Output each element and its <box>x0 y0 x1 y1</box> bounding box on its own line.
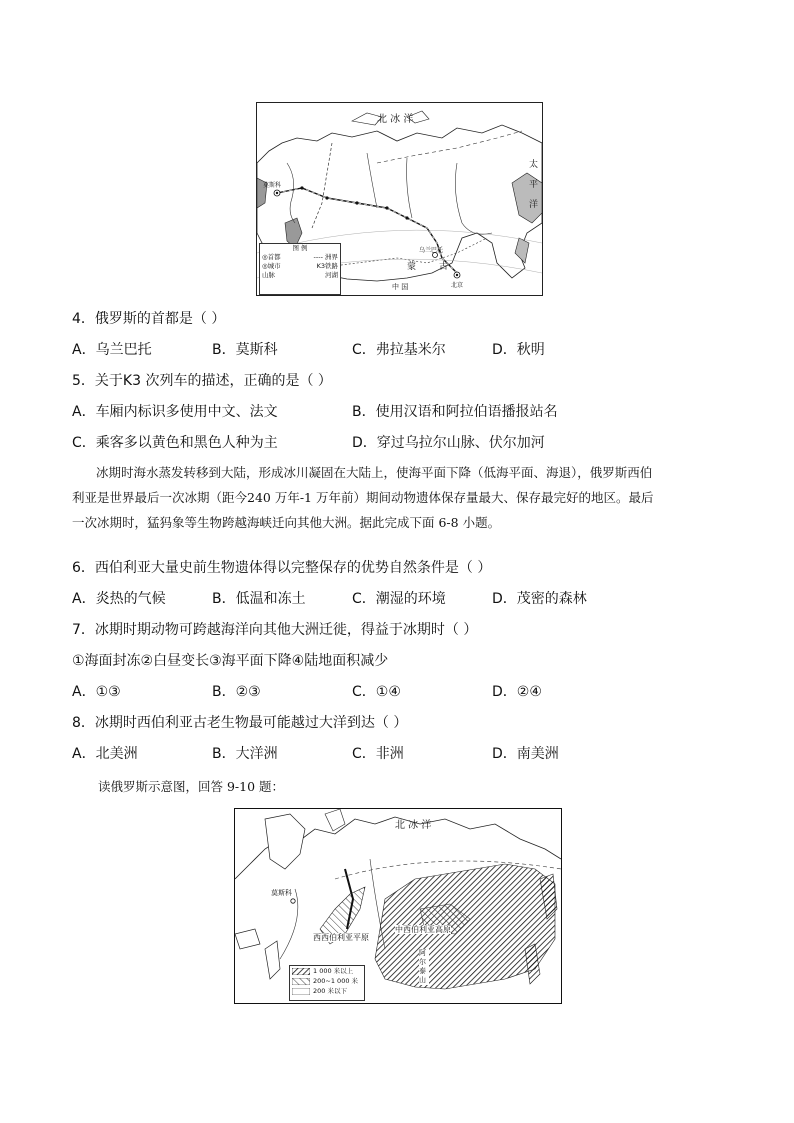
question-8-option-c[interactable]: C．非洲 <box>352 746 404 762</box>
question-5-option-b[interactable]: B．使用汉语和阿拉伯语播报站名 <box>352 404 558 420</box>
legend-mountain: 山脉 <box>262 271 275 279</box>
russia-railway-map <box>256 102 543 296</box>
legend-low: 200 米以下 <box>313 987 347 995</box>
passage-line: 利亚是世界最后一次冰期（距今240 万年-1 万年前）期间动物遗体保存量最大、保存最完好的地区。最后 <box>72 490 654 505</box>
question-4-option-c[interactable]: C．弗拉基米尔 <box>352 342 446 358</box>
legend-river: 河湖 <box>325 271 338 279</box>
map1-mongolia-label: 古 <box>439 262 449 272</box>
map2-moscow-label: 莫斯科 <box>271 889 292 897</box>
passage-line: 一次冰期时，猛犸象等生物跨越海峡迁向其他大洲。据此完成下面 6-8 小题。 <box>72 515 501 530</box>
question-5-option-d[interactable]: D．穿过乌拉尔山脉、伏尔加河 <box>352 435 545 451</box>
map2-ocean-label: 北 冰 洋 <box>395 820 432 831</box>
legend-high: 1 000 米以上 <box>313 967 354 975</box>
map1-legend <box>259 243 341 295</box>
legend-title: 图 例 <box>292 244 308 252</box>
map2-plateau-label: 中西伯利亚高原 <box>395 925 451 934</box>
map2-legend <box>289 965 365 1001</box>
question-5-option-a[interactable]: A．车厢内标识多使用中文、法文 <box>72 404 278 420</box>
intro-9-10: 读俄罗斯示意图，回答 9-10 题： <box>98 779 285 794</box>
question-7-statements: ①海面封冻②白昼变长③海平面下降④陆地面积减少 <box>72 653 389 669</box>
map1-beijing-label: 北京 <box>451 282 464 289</box>
question-5-stem: 5．关于K3 次列车的描述，正确的是（ ） <box>72 373 332 389</box>
legend-railway: K3铁路 <box>316 262 338 270</box>
map2-drawing <box>235 809 561 1003</box>
question-7-option-b[interactable]: B．②③ <box>212 684 261 700</box>
question-7-option-d[interactable]: D．②④ <box>492 684 542 700</box>
question-5-option-c[interactable]: C．乘客多以黄色和黑色人种为主 <box>72 435 278 451</box>
map1-ulaanbaatar-label: 乌兰巴托 <box>419 247 444 254</box>
question-6-option-a[interactable]: A．炎热的气候 <box>72 591 166 607</box>
question-8-option-b[interactable]: B．大洋洲 <box>212 746 278 762</box>
question-6-option-b[interactable]: B．低温和冻土 <box>212 591 306 607</box>
legend-border: ---- 洲界 <box>313 253 338 261</box>
question-8-option-a[interactable]: A．北美洲 <box>72 746 138 762</box>
question-8-stem: 8．冰期时西伯利亚古老生物最可能越过大洋到达（ ） <box>72 715 408 731</box>
map1-moscow-label: 莫斯科 <box>263 182 282 189</box>
question-6-option-c[interactable]: C．潮湿的环境 <box>352 591 446 607</box>
legend-capital: ◎首都 <box>262 253 281 261</box>
question-4-stem: 4．俄罗斯的首都是（ ） <box>72 311 226 327</box>
map1-pacific-label: 平 <box>529 180 539 190</box>
question-4-option-b[interactable]: B．莫斯科 <box>212 342 278 358</box>
question-4-option-a[interactable]: A．乌兰巴托 <box>72 342 152 358</box>
map1-mongolia-label: 蒙 <box>407 262 417 272</box>
legend-city: ◎城市 <box>262 262 281 270</box>
map1-ocean-label: 北 冰 洋 <box>377 114 414 125</box>
legend-mid: 200~1 000 米 <box>313 977 359 985</box>
question-8-option-d[interactable]: D．南美洲 <box>492 746 559 762</box>
passage-line: 冰期时海水蒸发转移到大陆，形成冰川凝固在大陆上，使海平面下降（低海平面、海退），俄罗斯西伯 <box>96 465 653 480</box>
passage-6-8 <box>72 460 722 535</box>
map1-pacific-label: 太 <box>529 160 539 170</box>
question-4-option-d[interactable]: D．秋明 <box>492 342 545 358</box>
question-7-stem: 7．冰期时期动物可跨越海洋向其他大洲迁徙，得益于冰期时（ ） <box>72 622 478 638</box>
map2-plain-label: 西西伯利亚平原 <box>313 933 369 942</box>
question-7-option-c[interactable]: C．①④ <box>352 684 401 700</box>
map1-china-label: 中 国 <box>392 283 409 291</box>
map1-pacific-label: 洋 <box>529 200 539 210</box>
question-6-stem: 6．西伯利亚大量史前生物遗体得以完整保存的优势自然条件是（ ） <box>72 560 492 576</box>
question-6-option-d[interactable]: D．茂密的森林 <box>492 591 587 607</box>
question-7-option-a[interactable]: A．①③ <box>72 684 121 700</box>
map2-mountain-label: 阿尔泰山 <box>419 949 429 985</box>
russia-terrain-map <box>234 808 562 1004</box>
